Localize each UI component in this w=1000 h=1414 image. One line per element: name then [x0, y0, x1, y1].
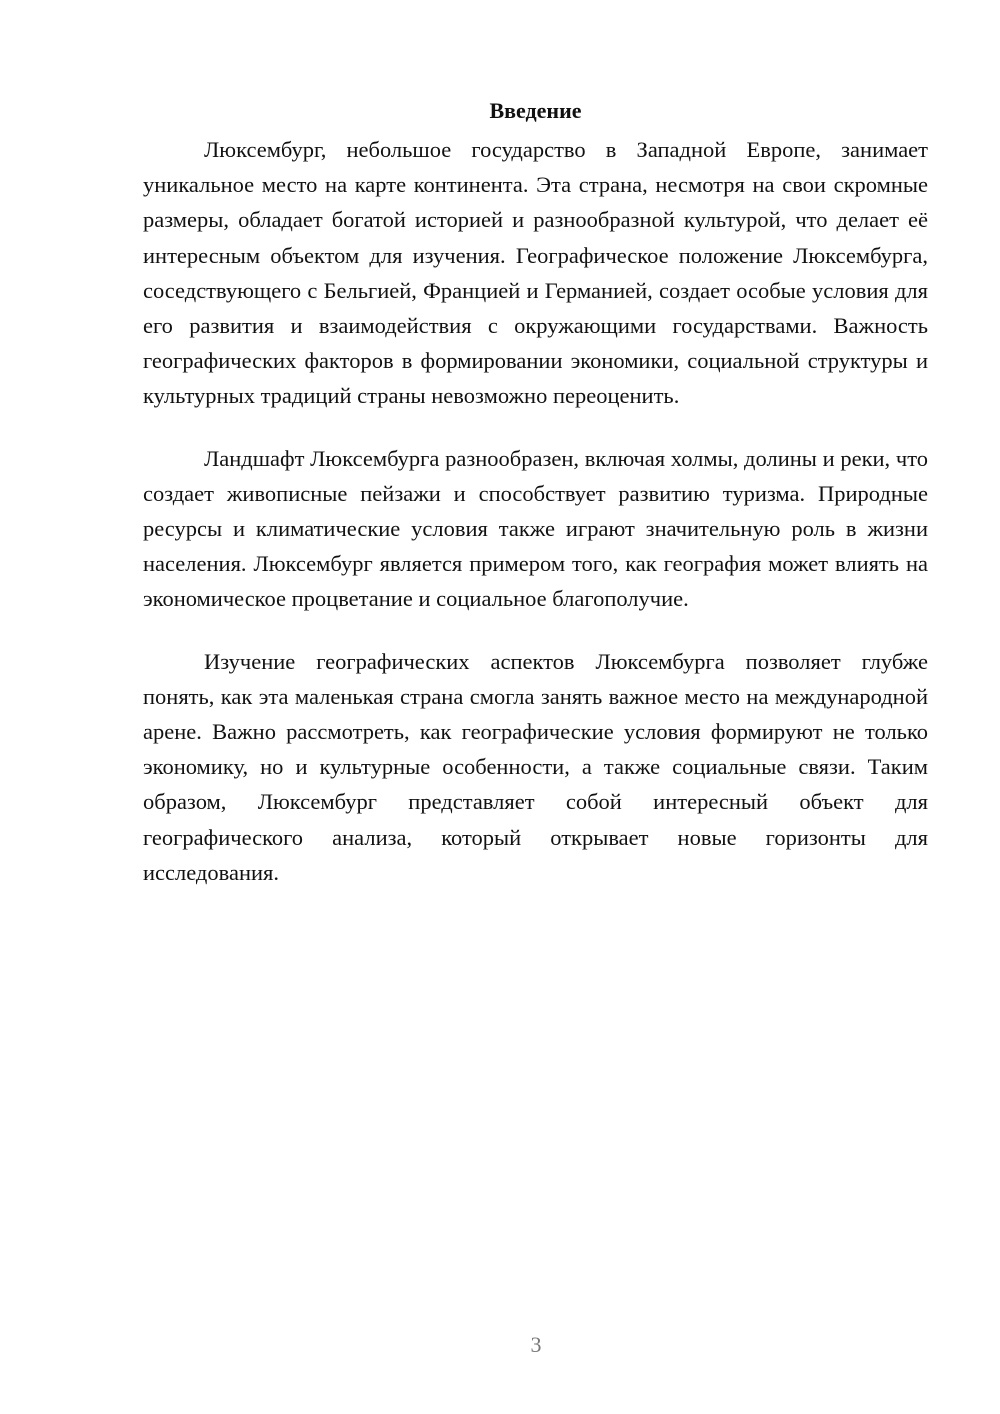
- page-content: [143, 92, 928, 917]
- page-number: 3: [530, 1332, 542, 1357]
- paragraph-study: Изучение географических аспектов Люксембурга позволяет глубже понять, как эта маленькая страна смогла занять важное место на международной арене. Важно рассмотреть, как географические условия формируют не только экономику, но и культурные особенности, а также социальные связи. Таким образом, Люксембург представляет собой интересный объект для географического анализа, который открывает новые горизонты для исследования.: [143, 648, 928, 885]
- paragraph-intro: Люксембург, небольшое государство в Западной Европе, занимает уникальное место на карте континента. Эта страна, несмотря на свои скромные размеры, обладает богатой историей и разнообразной культурой, что делает её интересным объектом для изучения. Географическое положение Люксембурга, соседствующего с Бельгией, Францией и Германией, создает особые условия для его развития и взаимодействия с окружающими государствами. Важность географических факторов в формировании экономики, социальной структуры и культурных традиций страны невозможно переоценить.: [143, 137, 928, 409]
- section-title: Введение: [489, 98, 582, 123]
- paragraph-landscape: Ландшафт Люксембурга разнообразен, включая холмы, долины и реки, что создает живописные пейзажи и способствует развитию туризма. Природные ресурсы и климатические условия также играют значительную роль в жизни населения. Люксембург является примером того, как география может влиять на экономическое процветание и социальное благополучие.: [143, 445, 928, 612]
